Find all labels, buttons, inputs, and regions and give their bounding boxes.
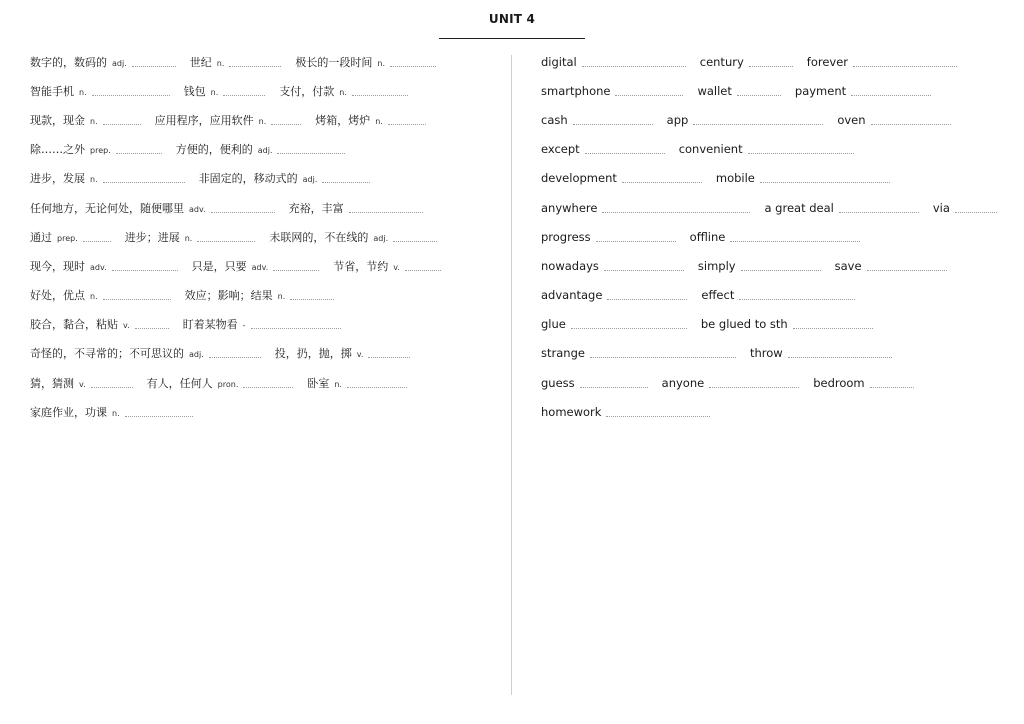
column-divider: [511, 55, 512, 695]
answer-blank[interactable]: [788, 356, 892, 358]
english-word: advantage: [541, 288, 603, 303]
answer-blank[interactable]: [388, 123, 426, 125]
vocab-item: [30, 375, 133, 391]
answer-blank[interactable]: [322, 181, 370, 183]
answer-blank[interactable]: [760, 181, 890, 183]
english-word: save: [834, 258, 862, 273]
english-word: cash: [541, 112, 568, 127]
answer-blank[interactable]: [116, 152, 162, 154]
part-of-speech: n.: [90, 292, 98, 302]
answer-blank[interactable]: [251, 327, 341, 329]
vocab-item: [541, 405, 710, 419]
english-word: strange: [541, 346, 585, 361]
english-word: convenient: [678, 142, 743, 157]
chinese-meaning: 世纪: [189, 55, 212, 69]
chinese-meaning: 效应；影响；结果: [184, 289, 273, 303]
english-word: digital: [541, 54, 577, 69]
chinese-meaning: 钱包: [183, 84, 206, 98]
vocab-row: [30, 222, 500, 251]
vocab-item: [315, 112, 426, 128]
vocab-row: [541, 310, 1011, 339]
answer-blank[interactable]: [955, 211, 997, 213]
vocab-item: [541, 317, 687, 331]
english-word: effect: [701, 288, 735, 303]
answer-blank[interactable]: [749, 65, 793, 67]
vocab-item: [541, 171, 702, 185]
vocab-item: [541, 230, 676, 244]
part-of-speech: n.: [334, 379, 342, 389]
part-of-speech: n.: [216, 58, 225, 68]
vocab-item: [30, 287, 171, 303]
vocab-item: [289, 200, 423, 216]
vocab-item: [679, 142, 854, 156]
answer-blank[interactable]: [273, 269, 319, 271]
vocab-row: [30, 368, 500, 397]
english-word: forever: [806, 54, 849, 69]
vocab-item: [279, 83, 408, 99]
vocab-row: [541, 368, 1011, 397]
vocab-item: [30, 258, 178, 274]
title-underline: [439, 38, 585, 39]
answer-blank[interactable]: [582, 65, 686, 67]
english-word: glue: [541, 317, 566, 332]
part-of-speech: n.: [339, 87, 347, 97]
unit-title: UNIT 4: [488, 12, 536, 26]
answer-blank[interactable]: [590, 356, 736, 358]
part-of-speech: n.: [375, 116, 383, 126]
english-word: bedroom: [813, 375, 865, 390]
answer-blank[interactable]: [602, 211, 750, 213]
vocab-row: [30, 105, 500, 134]
vocab-item: [30, 404, 193, 420]
vocab-item: [541, 346, 736, 360]
vocab-item: [837, 113, 950, 127]
answer-blank[interactable]: [573, 123, 653, 125]
answer-blank[interactable]: [405, 269, 441, 271]
answer-blank[interactable]: [243, 386, 293, 388]
part-of-speech: n.: [377, 58, 385, 68]
answer-blank[interactable]: [839, 211, 919, 213]
english-word: nowadays: [541, 258, 599, 273]
vocab-item: [269, 229, 437, 245]
vocab-row: [541, 222, 1011, 251]
chinese-meaning: 通过: [30, 230, 52, 244]
vocab-item: [716, 171, 890, 185]
answer-blank[interactable]: [277, 152, 345, 154]
chinese-meaning: 任何地方，无论何处，随便哪里: [30, 201, 184, 215]
vocab-item: [183, 316, 341, 332]
answer-blank[interactable]: [132, 65, 176, 67]
part-of-speech: prep.: [57, 233, 78, 243]
english-words-column: [541, 47, 1011, 426]
vocab-row: [541, 135, 1011, 164]
vocab-item: [541, 201, 750, 215]
part-of-speech: adv.: [251, 262, 269, 272]
vocab-row: [541, 281, 1011, 310]
chinese-meaning: 好处，优点: [30, 289, 85, 303]
vocab-item: [199, 170, 371, 186]
part-of-speech: adv.: [189, 204, 206, 214]
part-of-speech: n.: [210, 87, 219, 97]
chinese-meaning: 智能手机: [30, 84, 74, 98]
vocab-row: [30, 193, 500, 222]
part-of-speech: v.: [123, 321, 130, 331]
answer-blank[interactable]: [571, 327, 687, 329]
chinese-meaning: 猜，猜测: [30, 376, 74, 390]
chinese-meaning: 现今，现时: [30, 259, 85, 273]
vocab-row: [541, 105, 1011, 134]
chinese-meaning: 数字的，数码的: [30, 55, 107, 69]
part-of-speech: v.: [79, 379, 86, 389]
vocab-item: [541, 259, 684, 273]
part-of-speech: n.: [90, 175, 98, 185]
english-word: via: [932, 200, 950, 215]
part-of-speech: adj.: [112, 58, 127, 68]
vocab-row: [30, 397, 500, 426]
vocab-item: [764, 201, 918, 215]
chinese-meaning: 投，扔，抛，掷: [274, 347, 352, 361]
vocab-item: [30, 141, 162, 157]
vocab-item: [30, 316, 169, 332]
vocab-item: [541, 288, 687, 302]
vocab-item: [155, 112, 302, 128]
part-of-speech: v.: [356, 350, 364, 360]
chinese-meaning: 充裕，丰富: [288, 201, 344, 215]
vocab-item: [185, 287, 335, 303]
answer-blank[interactable]: [741, 269, 821, 271]
part-of-speech: adj.: [257, 146, 273, 156]
vocab-item: [192, 258, 320, 274]
chinese-meaning: 有人，任何人: [146, 376, 213, 390]
vocab-item: [30, 112, 141, 128]
chinese-meaning: 只是，只要: [191, 259, 247, 273]
vocab-row: [30, 310, 500, 339]
chinese-meaning: 非固定的，移动式的: [198, 172, 298, 186]
vocab-item: [333, 258, 441, 274]
vocab-row: [541, 47, 1011, 76]
chinese-meanings-column: [30, 47, 500, 426]
vocab-row: [541, 339, 1011, 368]
chinese-meaning: 方便的，便利的: [175, 143, 253, 157]
part-of-speech: n.: [79, 87, 87, 97]
vocab-item: [30, 54, 176, 70]
english-word: a great deal: [764, 200, 834, 215]
english-word: mobile: [715, 171, 755, 186]
english-word: anywhere: [541, 200, 598, 215]
vocab-item: [176, 141, 346, 157]
chinese-meaning: 奇怪的，不寻常的；不可思议的: [30, 347, 184, 361]
answer-blank[interactable]: [739, 298, 855, 300]
vocab-item: [807, 55, 957, 69]
part-of-speech: pron.: [217, 379, 239, 389]
answer-blank[interactable]: [871, 123, 951, 125]
english-word: development: [541, 171, 617, 186]
vocab-item: [541, 55, 686, 69]
vocab-item: [933, 201, 997, 215]
part-of-speech: n.: [184, 233, 193, 243]
part-of-speech: adj.: [189, 350, 204, 360]
chinese-meaning: 卧室: [307, 376, 330, 390]
chinese-meaning: 进步；进展: [124, 230, 180, 244]
english-word: anyone: [661, 375, 705, 390]
chinese-meaning: 极长的一段时间: [295, 55, 373, 69]
answer-blank[interactable]: [730, 240, 860, 242]
vocab-item: [275, 345, 411, 361]
vocab-row: [541, 251, 1011, 280]
answer-blank[interactable]: [615, 94, 683, 96]
chinese-meaning: 烤箱，烤炉: [315, 113, 371, 127]
vocab-item: [30, 229, 111, 245]
vocab-row: [30, 47, 500, 76]
answer-blank[interactable]: [229, 65, 281, 67]
answer-blank[interactable]: [709, 386, 799, 388]
vocab-item: [795, 84, 931, 98]
chinese-meaning: 现款，现金: [30, 113, 85, 127]
vocab-item: [701, 317, 873, 331]
vocab-row: [541, 397, 1011, 426]
part-of-speech: n.: [258, 116, 267, 126]
vocab-row: [30, 164, 500, 193]
part-of-speech: adj.: [373, 233, 389, 243]
english-word: payment: [794, 83, 847, 98]
answer-blank[interactable]: [271, 123, 301, 125]
chinese-meaning: 除……之外: [30, 143, 85, 157]
vocab-item: [541, 84, 683, 98]
answer-blank[interactable]: [223, 94, 265, 96]
answer-blank[interactable]: [103, 298, 171, 300]
vocab-item: [541, 142, 665, 156]
vocab-item: [541, 376, 648, 390]
vocab-item: [750, 346, 892, 360]
vocab-item: [190, 54, 282, 70]
vocab-row: [30, 251, 500, 280]
answer-blank[interactable]: [393, 240, 437, 242]
answer-blank[interactable]: [135, 327, 169, 329]
part-of-speech: n.: [277, 292, 286, 302]
answer-blank[interactable]: [390, 65, 436, 67]
vocab-item: [30, 200, 275, 216]
english-word: century: [699, 54, 744, 69]
answer-blank[interactable]: [607, 298, 687, 300]
vocab-item: [813, 376, 913, 390]
english-word: throw: [749, 346, 783, 361]
chinese-meaning: 胶合，黏合，粘贴: [30, 318, 118, 332]
vocab-item: [690, 230, 861, 244]
vocab-item: [700, 55, 793, 69]
chinese-meaning: 节省，节约: [333, 259, 389, 273]
english-word: guess: [541, 375, 575, 390]
answer-blank[interactable]: [851, 94, 931, 96]
answer-blank[interactable]: [622, 181, 702, 183]
chinese-meaning: 盯着某物看: [182, 318, 238, 332]
vocab-row: [30, 281, 500, 310]
vocab-item: [30, 170, 185, 186]
answer-blank[interactable]: [585, 152, 665, 154]
answer-blank[interactable]: [606, 415, 710, 417]
answer-blank[interactable]: [580, 386, 648, 388]
answer-blank[interactable]: [349, 211, 423, 213]
answer-blank[interactable]: [92, 94, 170, 96]
vocab-item: [295, 54, 436, 70]
answer-blank[interactable]: [870, 386, 914, 388]
english-word: except: [541, 142, 580, 157]
chinese-meaning: 支付，付款: [279, 84, 335, 98]
answer-blank[interactable]: [793, 327, 873, 329]
vocab-item: [662, 376, 800, 390]
part-of-speech: -: [242, 321, 246, 331]
answer-blank[interactable]: [103, 123, 141, 125]
chinese-meaning: 家庭作业，功课: [30, 405, 107, 419]
vocab-row: [30, 76, 500, 105]
part-of-speech: n.: [112, 408, 120, 418]
part-of-speech: v.: [393, 262, 400, 272]
answer-blank[interactable]: [112, 269, 178, 271]
vocab-item: [667, 113, 824, 127]
vocab-item: [835, 259, 947, 273]
answer-blank[interactable]: [853, 65, 957, 67]
part-of-speech: adv.: [90, 262, 107, 272]
english-word: smartphone: [541, 83, 611, 98]
vocab-row: [30, 135, 500, 164]
answer-blank[interactable]: [211, 211, 275, 213]
answer-blank[interactable]: [693, 123, 823, 125]
english-word: app: [666, 112, 689, 127]
chinese-meaning: 未联网的，不在线的: [269, 230, 369, 244]
english-word: wallet: [697, 83, 732, 98]
vocab-item: [701, 288, 855, 302]
vocab-item: [698, 259, 821, 273]
part-of-speech: adj.: [302, 175, 318, 185]
chinese-meaning: 应用程序，应用软件: [154, 113, 254, 127]
answer-blank[interactable]: [83, 240, 111, 242]
vocab-item: [184, 83, 266, 99]
answer-blank[interactable]: [596, 240, 676, 242]
answer-blank[interactable]: [867, 269, 947, 271]
vocab-row: [541, 76, 1011, 105]
answer-blank[interactable]: [737, 94, 781, 96]
answer-blank[interactable]: [125, 415, 193, 417]
answer-blank[interactable]: [368, 356, 410, 358]
part-of-speech: prep.: [90, 146, 111, 156]
vocab-row: [30, 339, 500, 368]
english-word: homework: [541, 404, 602, 419]
vocab-row: [541, 193, 1011, 222]
vocab-row: [541, 164, 1011, 193]
answer-blank[interactable]: [604, 269, 684, 271]
answer-blank[interactable]: [209, 356, 261, 358]
english-word: progress: [541, 229, 591, 244]
vocab-item: [30, 345, 261, 361]
answer-blank[interactable]: [103, 181, 185, 183]
answer-blank[interactable]: [91, 386, 133, 388]
vocab-item: [307, 375, 407, 391]
part-of-speech: n.: [90, 116, 98, 126]
answer-blank[interactable]: [290, 298, 334, 300]
vocab-item: [125, 229, 256, 245]
english-word: simply: [697, 258, 736, 273]
english-word: oven: [837, 112, 866, 127]
answer-blank[interactable]: [352, 94, 408, 96]
vocab-item: [697, 84, 780, 98]
answer-blank[interactable]: [197, 240, 255, 242]
answer-blank[interactable]: [347, 386, 407, 388]
answer-blank[interactable]: [748, 152, 854, 154]
vocab-item: [30, 83, 170, 99]
vocab-item: [147, 375, 294, 391]
english-word: offline: [689, 229, 726, 244]
vocab-item: [541, 113, 653, 127]
chinese-meaning: 进步，发展: [30, 172, 85, 186]
english-word: be glued to sth: [700, 317, 788, 332]
